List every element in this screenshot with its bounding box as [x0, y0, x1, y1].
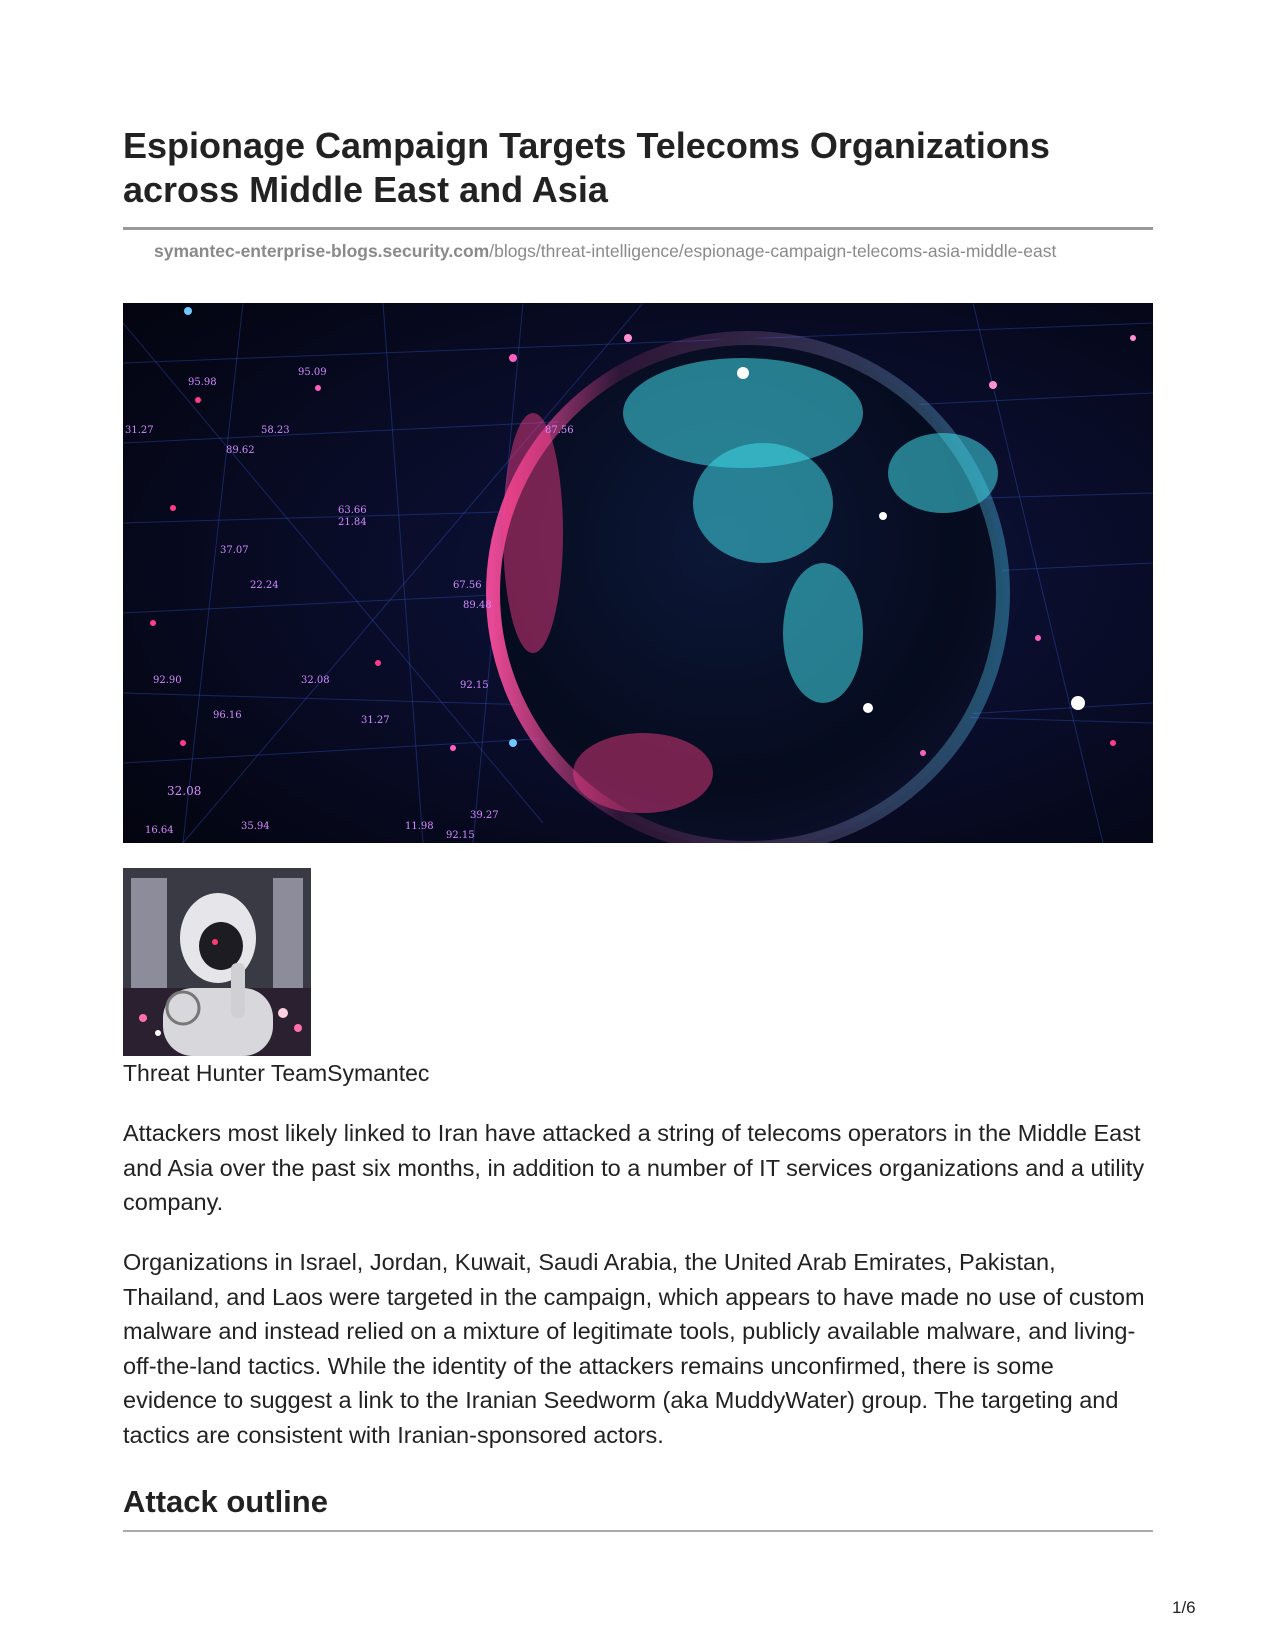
hero-value: 96.16 [213, 710, 242, 721]
url-path: /blogs/threat-intelligence/espionage-campaign-telecoms-asia-middle-east [489, 241, 1057, 261]
hero-globe-image [123, 303, 1153, 843]
source-url[interactable] [154, 240, 1154, 262]
url-domain: symantec-enterprise-blogs.security.com [154, 241, 490, 261]
title-divider [123, 227, 1153, 230]
section-heading-attack-outline: Attack outline [123, 1484, 328, 1519]
hero-value: 37.07 [220, 545, 249, 556]
hero-value: 92.90 [153, 675, 182, 686]
hero-value: 21.84 [338, 517, 367, 528]
hero-value: 58.23 [261, 425, 290, 436]
hero-value: 35.94 [241, 821, 270, 832]
author-name[interactable]: Threat Hunter TeamSymantec [123, 1060, 430, 1086]
hero-value: 92.15 [460, 680, 489, 691]
hero-value: 92.15 [446, 830, 475, 841]
hero-value: 32.08 [301, 675, 330, 686]
hero-value: 63.66 [338, 505, 367, 516]
hero-value: 32.08 [167, 784, 202, 798]
paragraph-targets: Organizations in Israel, Jordan, Kuwait, Saudi Arabia, the United Arab Emirates, Pakistan, Thailand, and Laos were targeted in the campaign, which appears to have made no use of custom malware and instead relied on a mixture of legitimate tools, publicly available malware, and living-off-the-land tactics. While the identity of the attackers remains unconfirmed, there is some evidence to suggest a link to the Iranian Seedworm (aka MuddyWater) group. The targeting and tactics are consistent with Iranian-sponsored actors. [123, 1249, 1145, 1448]
hero-value: 11.98 [405, 821, 434, 832]
hero-value: 95.98 [188, 377, 217, 388]
hero-value: 31.27 [361, 715, 390, 726]
page-number: 1/6 [1172, 1598, 1196, 1617]
paragraph-intro: Attackers most likely linked to Iran have attacked a string of telecoms operators in the Middle East and Asia over the past six months, in addition to a number of IT services organizations and a utility company. [123, 1120, 1145, 1215]
author-avatar [123, 868, 311, 1056]
hero-value: 87.56 [545, 425, 574, 436]
hero-value: 16.64 [145, 825, 174, 836]
hero-value: 39.27 [470, 810, 499, 821]
section-divider [123, 1530, 1153, 1532]
hero-value: 67.56 [453, 580, 482, 591]
article-title: Espionage Campaign Targets Telecoms Organizations across Middle East and Asia [123, 125, 1050, 210]
hero-value: 89.62 [226, 445, 255, 456]
hero-value: 22.24 [250, 580, 279, 591]
hero-value: 31.27 [125, 425, 154, 436]
hero-value: 89.48 [463, 600, 492, 611]
hero-value: 95.09 [298, 367, 327, 378]
